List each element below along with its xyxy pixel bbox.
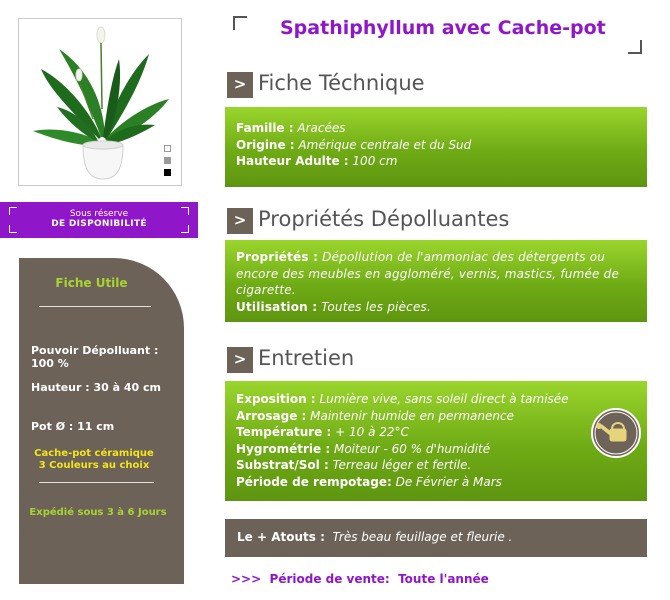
proprietes-line3: cigarette. [236,283,296,297]
fiche-technique-panel [225,107,647,187]
section-title-fiche: Fiche Téchnique [258,71,425,95]
exposition-row [236,391,647,408]
proprietes-panel [225,240,647,322]
swatch-white[interactable] [164,145,171,152]
hauteur-adulte-row [236,153,647,170]
substrat-row [236,457,647,474]
hygrometrie-value: Moiteur - 60 % d'humidité [333,441,491,456]
vente-arrows: >>> [231,572,262,586]
atouts-value: Très beau feuillage et fleurie . [332,530,513,544]
corner-decoration [181,207,189,215]
availability-line2: DE DISPONIBILITÉ [51,219,147,229]
title-bracket-right [628,40,642,54]
rempotage-label: Période de rempotage: [236,474,392,489]
substrat-label: Substrat/Sol : [236,458,329,472]
hygrometrie-row [236,441,647,458]
plant-image [19,19,181,185]
temperature-row [236,424,647,441]
hauteur-info: Hauteur : 30 à 40 cm [31,381,162,394]
utilisation-value: Toutes les pièces. [321,299,432,314]
proprietes-label: Propriétés : [236,250,319,264]
origine-row [236,137,647,154]
exposition-value: Lumière vive, sans soleil direct à tamisée [319,392,569,406]
temperature-value: + 10 à 22°C [335,425,409,439]
section-arrow-icon: > [227,208,253,234]
title-bracket-left [233,16,247,30]
atouts-bar [225,519,647,557]
arrosage-label: Arrosage : [236,408,307,423]
cachepot-line2: 3 Couleurs au choix [38,460,150,471]
section-arrow-icon: > [227,72,253,98]
corner-decoration [181,225,189,233]
utilisation-label: Utilisation : [236,299,318,314]
swatch-black[interactable] [164,169,171,176]
hauteur-adulte-label: Hauteur Adulte : [236,154,349,168]
periode-vente [231,572,489,586]
cachepot-line1: Cache-pot céramique [34,448,154,459]
section-title-proprietes: Propriétés Dépolluantes [258,207,510,231]
vente-label: Période de vente: [269,572,390,586]
hauteur-adulte-value: 100 cm [352,154,398,168]
rempotage-value: De Février à Mars [395,474,502,489]
proprietes-row [236,249,639,266]
watering-can-icon [590,407,642,459]
corner-decoration [9,225,17,233]
famille-row [236,120,647,137]
arrosage-value: Maintenir humide en permanence [310,408,514,423]
availability-banner [0,202,198,238]
rempotage-row [236,474,647,491]
side-card-heading: Fiche Utile [55,276,128,290]
page-title: Spathiphyllum avec Cache-pot [280,17,606,39]
substrat-value: Terreau léger et fertile. [332,458,472,472]
section-title-entretien: Entretien [258,346,355,370]
divider [39,306,151,307]
corner-decoration [9,207,17,215]
availability-line1: Sous réserve [69,209,129,219]
famille-value: Aracées [297,121,346,135]
entretien-panel [225,381,647,501]
pot-info: Pot Ø : 11 cm [31,420,115,433]
arrosage-row [236,408,647,425]
famille-label: Famille : [236,121,294,135]
origine-value: Amérique centrale et du Sud [298,137,472,152]
vente-value: Toute l'année [398,572,489,586]
shipping-info: Expédié sous 3 à 6 Jours [29,507,167,518]
swatch-grey[interactable] [164,157,171,164]
atouts-label: Le + Atouts : [237,530,325,544]
side-info-card [19,258,184,584]
section-arrow-icon: > [227,347,253,373]
temperature-label: Température : [236,425,332,439]
exposition-label: Exposition : [236,392,316,406]
proprietes-line1: Dépollution de l'ammoniac des détergents ou [322,250,606,264]
proprietes-line2: encore des meubles en aggloméré, vernis, mastics, fumée de [236,266,620,281]
product-photo[interactable] [18,18,182,186]
utilisation-row [236,299,639,316]
pouvoir-depolluant: Pouvoir Dépolluant : 100 % [31,344,159,370]
divider [39,482,154,483]
cachepot-info [19,448,169,472]
origine-label: Origine : [236,137,295,152]
hygrometrie-label: Hygrométrie : [236,441,331,456]
